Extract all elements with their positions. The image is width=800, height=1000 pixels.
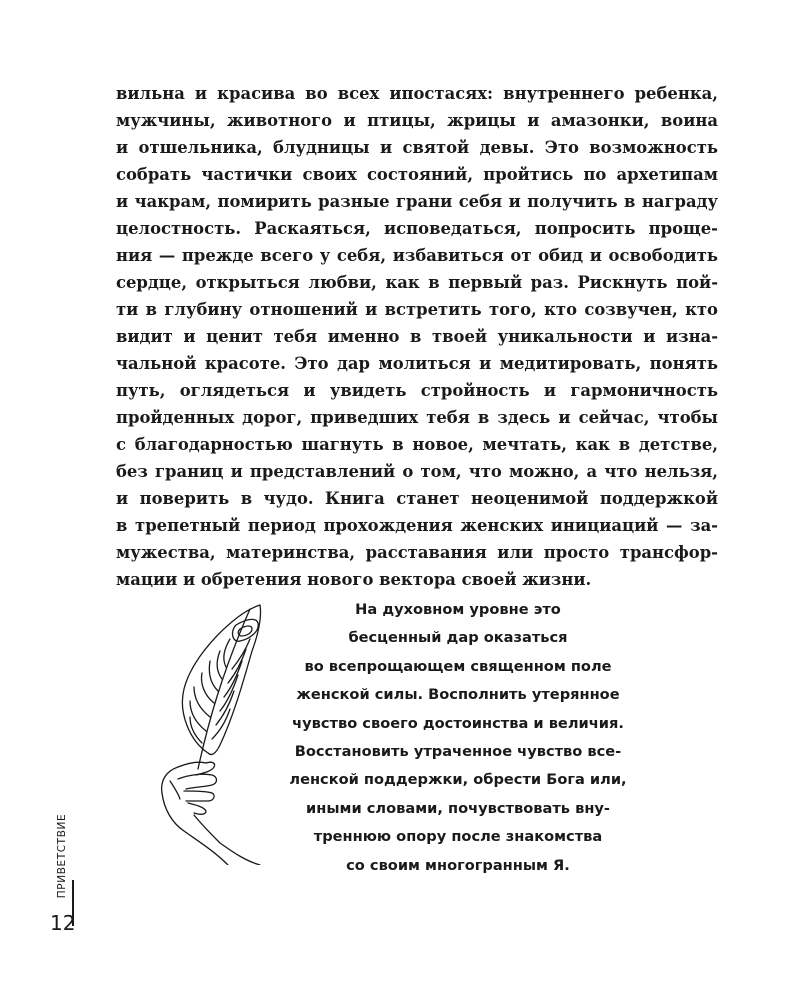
body-text-line: путь, оглядеться и увидеть стройность и гармоничность bbox=[116, 381, 718, 400]
body-text-line: в трепетный период прохождения женских инициаций — за- bbox=[116, 516, 718, 535]
running-head bbox=[54, 813, 70, 899]
body-text-line: пройденных дорог, приведших тебя в здесь и сейчас, чтобы bbox=[116, 408, 718, 427]
body-text-line: видит и ценит тебя именно в твоей уникальности и изна- bbox=[116, 327, 718, 346]
pull-quote-line: треннюю опору после знакомства bbox=[313, 828, 603, 846]
body-text-line: мации и обретения нового вектора своей жизни. bbox=[116, 570, 592, 589]
pull-quote-line: чувство своего достоинства и величия. bbox=[292, 714, 624, 732]
pull-quote-line: во всепрощающем священном поле bbox=[304, 657, 612, 675]
body-text-line: мужества, материнства, расставания или просто трансфор- bbox=[116, 543, 718, 562]
body-text-line: и поверить в чудо. Книга станет неоценимой поддержкой bbox=[116, 489, 718, 508]
running-head-label: ПРИВЕТСТВИЕ bbox=[56, 813, 68, 899]
body-text-line: целостность. Раскаяться, исповедаться, попросить проще- bbox=[116, 219, 718, 238]
pull-quote-line: иными словами, почувствовать вну- bbox=[306, 799, 610, 817]
body-text-line: собрать частички своих состояний, пройтись по архетипам bbox=[116, 165, 718, 184]
pull-quote-line: бесценный дар оказаться bbox=[348, 629, 568, 647]
body-text-line: мужчины, животного и птицы, жрицы и амазонки, воина bbox=[116, 111, 718, 130]
body-text-line: ти в глубину отношений и встретить того, кто созвучен, кто bbox=[116, 300, 718, 319]
body-text-line: без границ и представлений о том, что можно, а что нельзя, bbox=[116, 462, 718, 481]
body-text-line: и отшельника, блудницы и святой девы. Это возможность bbox=[116, 138, 718, 157]
page-number: 12 bbox=[50, 911, 76, 935]
pull-quote bbox=[258, 596, 658, 880]
body-text-line: и чакрам, помирить разные грани себя и получить в награду bbox=[116, 192, 718, 211]
pull-quote-line: женской силы. Восполнить утерянное bbox=[296, 686, 620, 704]
pull-quote-line: ленской поддержки, обрести Бога или, bbox=[289, 771, 627, 789]
feather-in-hand-icon bbox=[150, 603, 270, 865]
body-text-line: вильна и красива во всех ипостасях: внутреннего ребенка, bbox=[116, 84, 718, 103]
pull-quote-line: со своим многогранным Я. bbox=[346, 856, 570, 874]
body-text bbox=[116, 80, 718, 593]
pull-quote-line: На духовном уровне это bbox=[355, 601, 561, 618]
body-text-line: ния — прежде всего у себя, избавиться от обид и освободить bbox=[116, 246, 718, 265]
body-text-line: сердце, открыться любви, как в первый раз. Рискнуть пой- bbox=[116, 273, 718, 292]
body-text-line: с благодарностью шагнуть в новое, мечтать, как в детстве, bbox=[116, 435, 718, 454]
body-text-line: чальной красоте. Это дар молиться и медитировать, понять bbox=[116, 354, 718, 373]
pull-quote-line: Восстановить утраченное чувство все- bbox=[294, 743, 622, 761]
